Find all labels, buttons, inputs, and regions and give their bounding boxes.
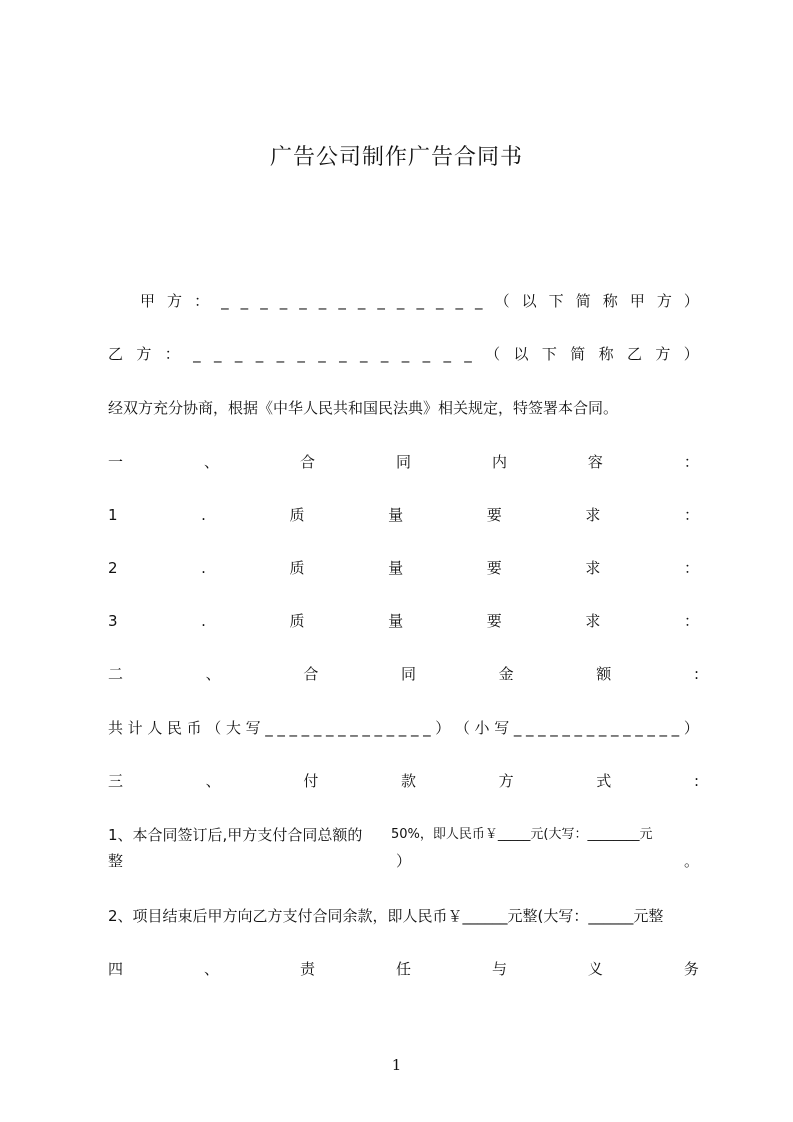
- spaced-char: 与: [491, 960, 507, 978]
- spaced-char: _: [550, 719, 558, 737]
- spaced-char: _: [562, 719, 570, 737]
- spaced-char: 简: [575, 292, 591, 310]
- spaced-char: _: [213, 345, 222, 363]
- spaced-char: （: [485, 345, 501, 363]
- spaced-char: 质: [289, 612, 305, 630]
- spaced-char: 称: [598, 345, 614, 363]
- spaced-char: _: [318, 345, 326, 363]
- spaced-char: 量: [388, 506, 404, 524]
- spaced-char: 2: [108, 559, 118, 577]
- spaced-char: _: [538, 719, 546, 737]
- spaced-char: 款: [400, 772, 416, 790]
- spaced-char: 写: [245, 719, 261, 737]
- spaced-char: 合: [299, 453, 315, 471]
- spaced-char: 任: [395, 960, 411, 978]
- spaced-char: 方: [136, 345, 152, 363]
- spaced-char: _: [513, 719, 522, 737]
- spaced-char: 小: [474, 719, 490, 737]
- spaced-char: 、: [205, 772, 221, 790]
- spaced-char: 二: [108, 665, 124, 683]
- spaced-char: :: [693, 772, 699, 790]
- spaced-char: 额: [596, 665, 612, 683]
- spaced-char: 三: [108, 772, 124, 790]
- spaced-char: _: [279, 292, 288, 310]
- total-amount-line: [108, 718, 699, 738]
- spaced-char: 币: [186, 719, 202, 737]
- spaced-char: ：: [683, 453, 699, 471]
- spaced-char: _: [240, 292, 249, 310]
- spaced-char: 付: [303, 772, 319, 790]
- spaced-char: .: [201, 506, 206, 524]
- spaced-char: _: [464, 345, 472, 363]
- spaced-char: 以: [513, 345, 529, 363]
- spaced-char: _: [301, 719, 310, 737]
- party-b-line: [108, 344, 699, 364]
- spaced-char: 内: [491, 453, 507, 471]
- spaced-char: _: [455, 292, 464, 310]
- spaced-char: _: [380, 345, 389, 363]
- spaced-char: _: [398, 719, 407, 737]
- spaced-char: 、: [203, 960, 219, 978]
- spaced-char: （: [494, 292, 510, 310]
- spaced-char: _: [338, 719, 346, 737]
- spaced-char: 金: [498, 665, 514, 683]
- spaced-char: 务: [683, 960, 699, 978]
- payment-1-line2-middle: ）: [396, 852, 412, 870]
- spaced-char: 大: [225, 719, 241, 737]
- payment-1-line-1: [108, 825, 699, 845]
- spaced-char: _: [339, 345, 347, 363]
- spaced-char: _: [659, 719, 668, 737]
- spaced-char: 方: [167, 292, 183, 310]
- spaced-char: _: [360, 345, 368, 363]
- spaced-char: _: [647, 719, 655, 737]
- spaced-char: _: [193, 345, 201, 363]
- spaced-char: _: [586, 719, 595, 737]
- spaced-char: _: [357, 292, 366, 310]
- spaced-char: 质: [289, 559, 305, 577]
- spaced-char: 人: [147, 719, 163, 737]
- spaced-char: 质: [289, 506, 305, 524]
- spaced-char: ）: [683, 719, 699, 737]
- item-3-line: [108, 611, 699, 631]
- spaced-char: _: [313, 719, 322, 737]
- spaced-char: 责: [299, 960, 315, 978]
- spaced-char: _: [276, 345, 285, 363]
- spaced-char: _: [234, 345, 243, 363]
- payment-2-line: 2、项目结束后甲方向乙方支付合同余款，即人民币￥______元整(大写：______元整: [108, 907, 664, 925]
- spaced-char: _: [377, 292, 385, 310]
- spaced-char: 下: [548, 292, 564, 310]
- spaced-char: _: [422, 345, 431, 363]
- spaced-char: 共: [108, 719, 124, 737]
- spaced-char: _: [574, 719, 583, 737]
- spaced-char: 乙: [627, 345, 643, 363]
- spaced-char: _: [325, 719, 334, 737]
- spaced-char: _: [610, 719, 619, 737]
- spaced-char: 1: [108, 506, 118, 524]
- spaced-char: _: [635, 719, 643, 737]
- spaced-char: 式: [596, 772, 612, 790]
- spaced-char: _: [318, 292, 327, 310]
- intro-paragraph: 经双方充分协商，根据《中华人民共和国民法典》相关规定，特签署本合同。: [108, 399, 619, 417]
- spaced-char: _: [623, 719, 631, 737]
- spaced-char: _: [289, 719, 298, 737]
- spaced-char: _: [475, 292, 483, 310]
- spaced-char: 下: [541, 345, 557, 363]
- spaced-char: 写: [494, 719, 510, 737]
- payment-1-left-text: 1、本合同签订后,甲方支付合同总额的: [108, 826, 363, 844]
- spaced-char: _: [386, 719, 395, 737]
- spaced-char: :: [693, 665, 699, 683]
- spaced-char: 合: [303, 665, 319, 683]
- payment-1-line2-right: 。: [683, 852, 699, 870]
- spaced-char: 方: [655, 345, 671, 363]
- spaced-char: _: [221, 292, 229, 310]
- spaced-char: _: [401, 345, 410, 363]
- spaced-char: _: [423, 719, 431, 737]
- spaced-char: 称: [602, 292, 618, 310]
- item-1-line: [108, 505, 699, 525]
- spaced-char: _: [350, 719, 358, 737]
- spaced-char: 求: [585, 506, 601, 524]
- spaced-char: _: [362, 719, 370, 737]
- spaced-char: 以: [521, 292, 537, 310]
- spaced-char: _: [598, 719, 607, 737]
- spaced-char: .: [201, 612, 206, 630]
- payment-1-line-2: [108, 851, 699, 871]
- spaced-char: ：: [194, 292, 210, 310]
- spaced-char: 甲: [629, 292, 645, 310]
- spaced-char: 求: [585, 612, 601, 630]
- payment-1-line2-left: 整: [108, 852, 124, 870]
- spaced-char: ）: [683, 345, 699, 363]
- spaced-char: 乙: [108, 345, 124, 363]
- spaced-char: 义: [587, 960, 603, 978]
- section-1-heading: [108, 452, 699, 472]
- spaced-char: _: [297, 345, 305, 363]
- section-3-heading: [108, 771, 699, 791]
- spaced-char: _: [265, 719, 273, 737]
- spaced-char: 民: [166, 719, 182, 737]
- spaced-char: ：: [683, 559, 699, 577]
- payment-1-middle-text: 50%，即人民币￥_____元(大写：________元: [391, 827, 653, 842]
- spaced-char: ）: [435, 719, 451, 737]
- section-2-heading: [108, 664, 699, 684]
- spaced-char: 同: [395, 453, 411, 471]
- spaced-char: 同: [400, 665, 416, 683]
- spaced-char: 3: [108, 612, 118, 630]
- spaced-char: _: [416, 292, 424, 310]
- spaced-char: _: [396, 292, 405, 310]
- spaced-char: 方: [498, 772, 514, 790]
- spaced-char: 计: [127, 719, 143, 737]
- spaced-char: _: [435, 292, 444, 310]
- spaced-char: （: [206, 719, 222, 737]
- spaced-char: 量: [388, 612, 404, 630]
- spaced-char: 要: [486, 612, 502, 630]
- spaced-char: 、: [203, 453, 219, 471]
- page-number: 1: [391, 1056, 402, 1074]
- spaced-char: _: [410, 719, 419, 737]
- spaced-char: _: [671, 719, 680, 737]
- spaced-char: 一: [108, 453, 124, 471]
- spaced-char: ）: [683, 292, 699, 310]
- spaced-char: _: [525, 719, 534, 737]
- spaced-char: 简: [570, 345, 586, 363]
- spaced-char: ：: [683, 506, 699, 524]
- party-a-line: [108, 291, 699, 311]
- spaced-char: 容: [587, 453, 603, 471]
- spaced-char: ：: [683, 612, 699, 630]
- spaced-char: 求: [585, 559, 601, 577]
- document-title: 广告公司制作广告合同书: [269, 145, 523, 170]
- spaced-char: 要: [486, 559, 502, 577]
- spaced-char: ：: [164, 345, 180, 363]
- spaced-char: _: [443, 345, 451, 363]
- spaced-char: _: [255, 345, 264, 363]
- spaced-char: 甲: [140, 292, 156, 310]
- spaced-char: 方: [656, 292, 672, 310]
- spaced-char: _: [338, 292, 346, 310]
- spaced-char: _: [299, 292, 307, 310]
- spaced-char: 要: [486, 506, 502, 524]
- spaced-char: 、: [205, 665, 221, 683]
- spaced-char: 四: [108, 960, 124, 978]
- section-4-heading: [108, 959, 699, 979]
- spaced-char: _: [260, 292, 268, 310]
- item-2-line: [108, 558, 699, 578]
- spaced-char: （: [454, 719, 470, 737]
- spaced-char: _: [277, 719, 285, 737]
- spaced-char: _: [374, 719, 383, 737]
- spaced-char: 量: [388, 559, 404, 577]
- spaced-char: .: [201, 559, 206, 577]
